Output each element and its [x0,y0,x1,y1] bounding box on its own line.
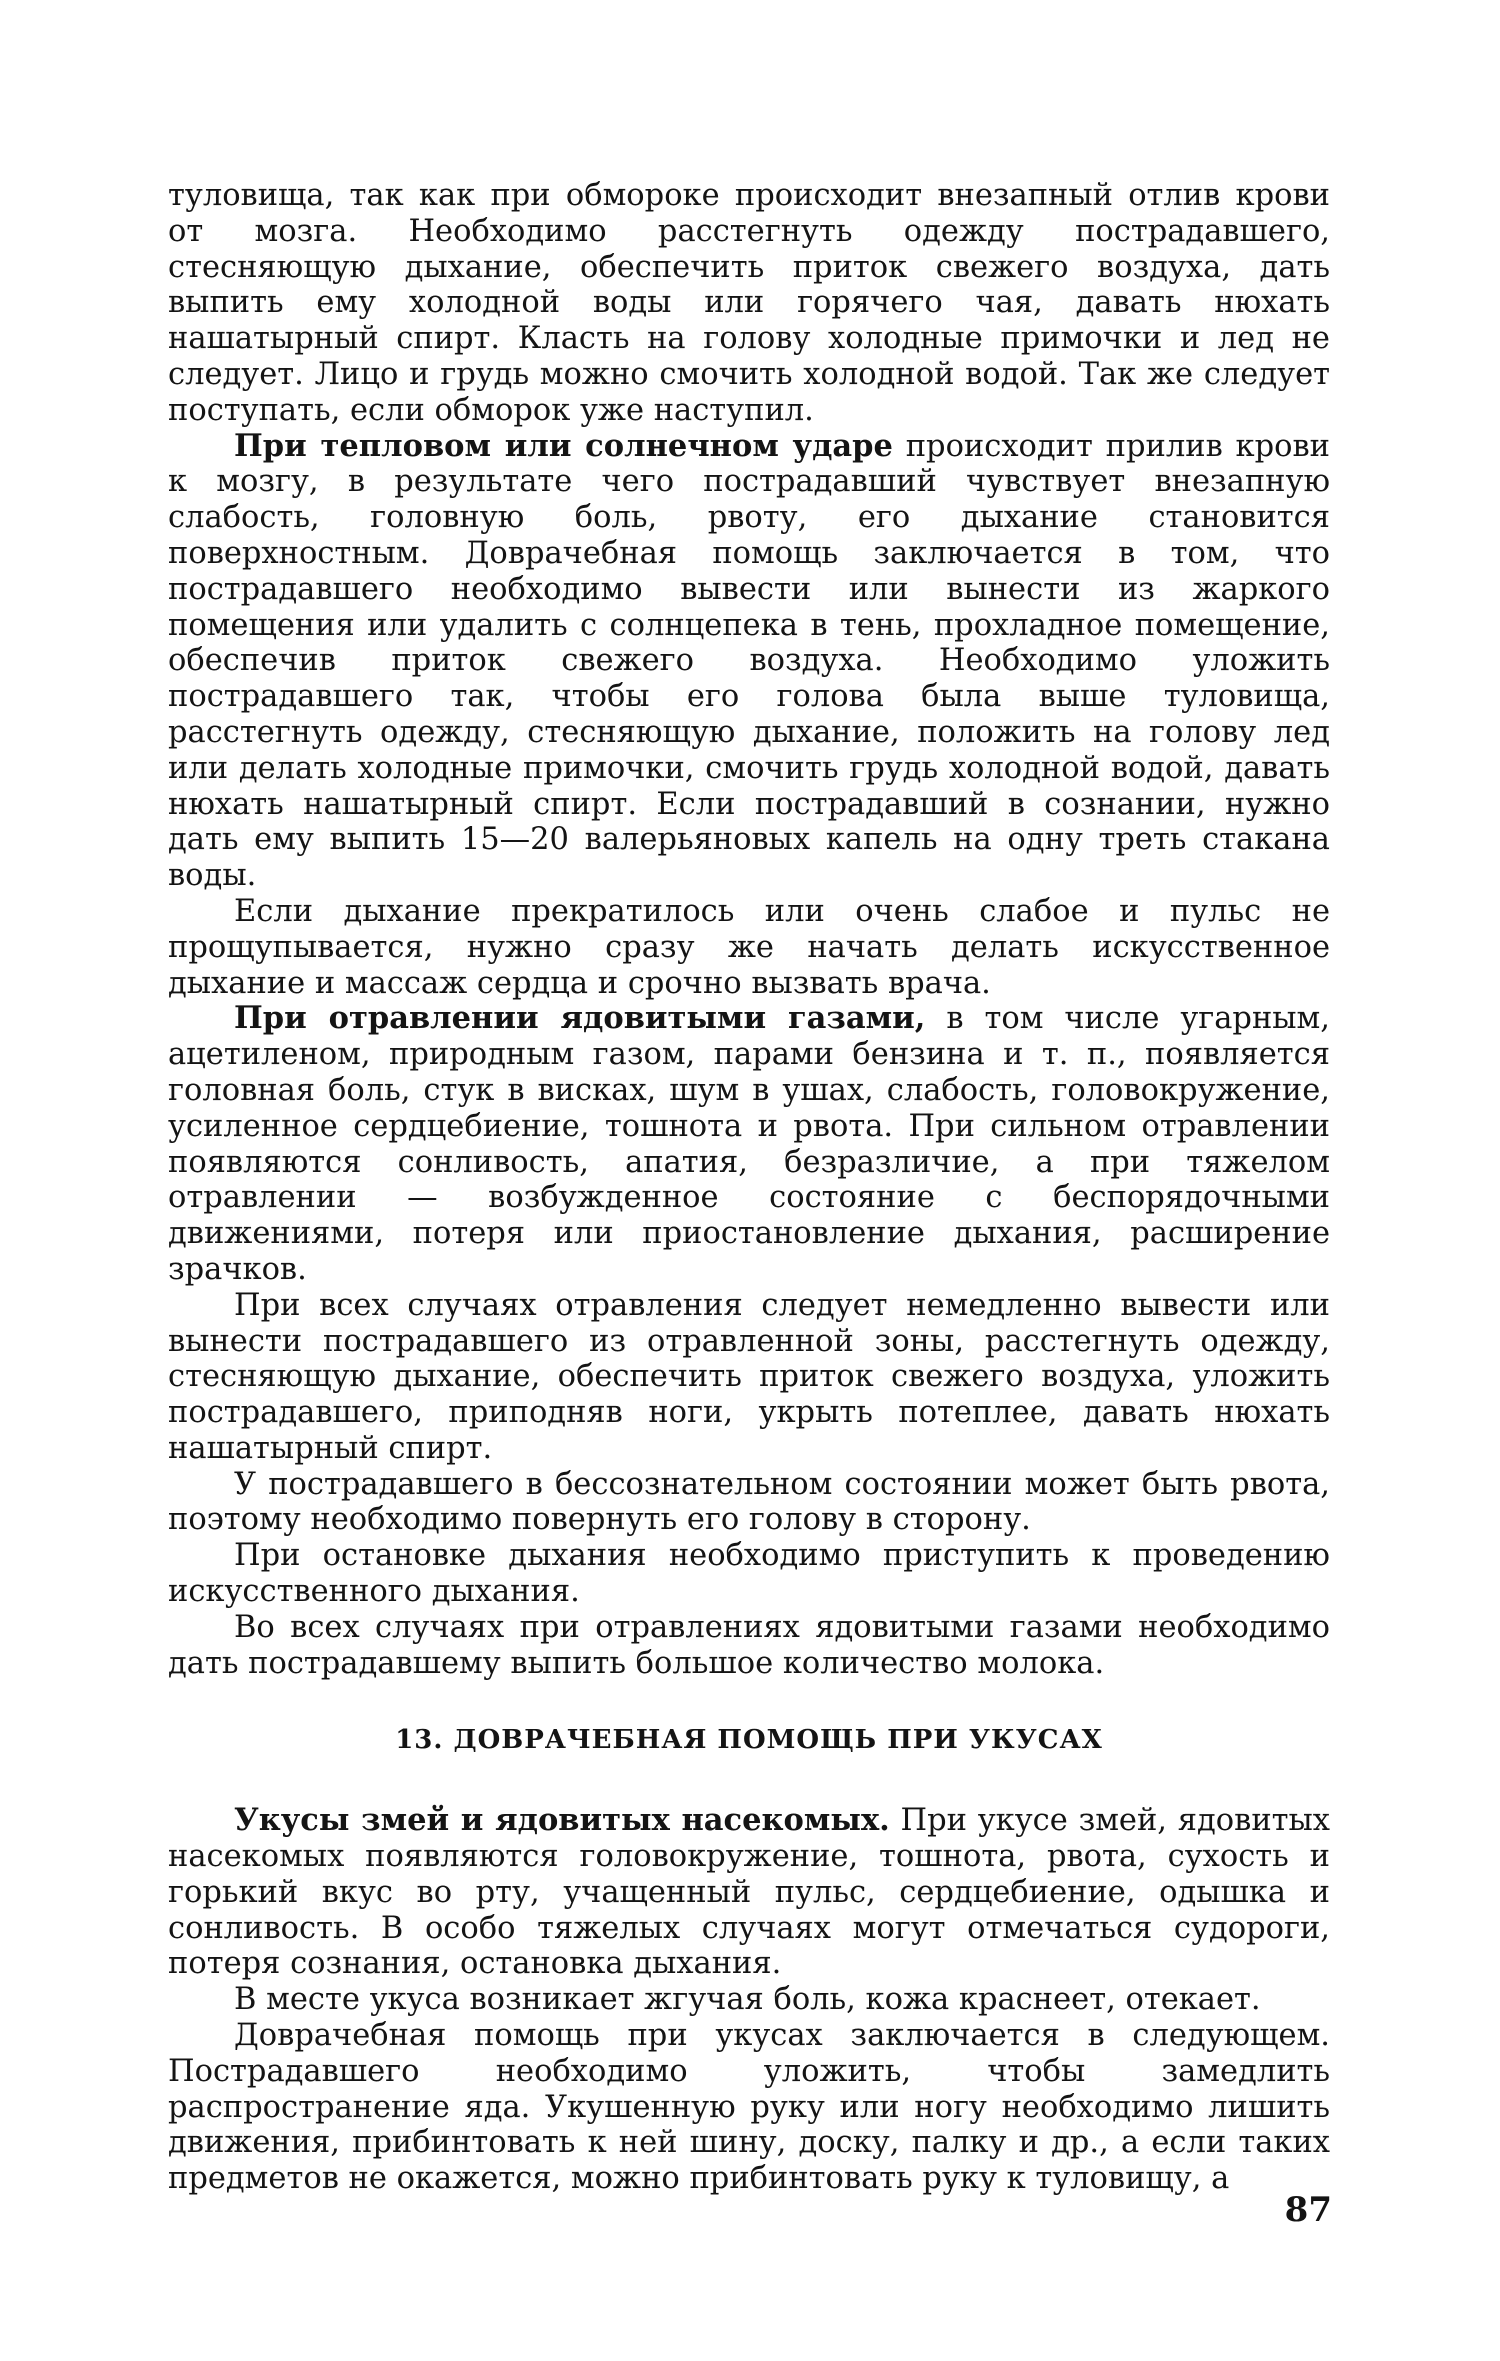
paragraph: Если дыхание прекратилось или очень слабое и пульс не прощупывается, нужно сразу же начать делать искусственное дыхание и массаж сердца и срочно вызвать врача. [168,893,1330,1001]
paragraph: Доврачебная помощь при укусах заключается в следующем. Пострадавшего необходимо уложить, чтобы замедлить распространение яда. Укушенную руку или ногу необходимо лишить движения, прибинтовать к ней шину, доску, палку и др., а если таких предметов не окажется, можно прибинтовать руку к туловищу, а [168,2018,1330,2197]
paragraph: У пострадавшего в бессознательном состоянии может быть рвота, поэтому необходимо повернуть его голову в сторону. [168,1466,1330,1538]
paragraph-lead: При отравлении ядовитыми газами, [234,1000,926,1037]
section-heading: 13. ДОВРАЧЕБНАЯ ПОМОЩЬ ПРИ УКУСАХ [395,1725,1103,1756]
paragraph: При тепловом или солнечном ударе происходит прилив крови к мозгу, в результате чего пострадавший чувствует внезапную слабость, головную боль, рвоту, его дыхание становится поверхностным. Доврачебная помощь заключается в том, что пострадавшего необходимо вывести или вынести из жаркого помещения или удалить с солнцепека в тень, прохладное помещение, обеспечив приток свежего воздуха. Необходимо уложить пострадавшего так, чтобы его голова была выше туловища, расстегнуть одежду, стесняющую дыхание, положить на голову лед или делать холодные примочки, смочить грудь холодной водой, давать нюхать нашатырный спирт. Если пострадавший в сознании, нужно дать ему выпить 15—20 валерьяновых капель на одну треть стакана воды. [168,427,1330,894]
paragraph: Во всех случаях при отравлениях ядовитыми газами необходимо дать пострадавшему выпить большое количество молока. [168,1609,1330,1681]
paragraph: Укусы змей и ядовитых насекомых. При укусе змей, ядовитых насекомых появляются головокружение, тошнота, рвота, сухость и горький вкус во рту, учащенный пульс, сердцебиение, одышка и сонливость. В особо тяжелых случаях могут отмечаться судороги, потеря сознания, остановка дыхания. [168,1802,1330,1982]
paragraph: туловища, так как при обмороке происходит внезапный отлив крови от мозга. Необходимо расстегнуть одежду пострадавшего, стесняющую дыхание, обеспечить приток свежего воздуха, дать выпить ему холодной воды или горячего чая, давать нюхать нашатырный спирт. Класть на голову холодные примочки и лед не следует. Лицо и грудь можно смочить холодной водой. Так же следует поступать, если обморок уже наступил. [168,178,1330,428]
paragraph: При остановке дыхания необходимо приступить к проведению искусственного дыхания. [168,1538,1330,1610]
paragraph: В месте укуса возникает жгучая боль, кожа краснеет, отекает. [234,1982,1261,2018]
paragraph: При отравлении ядовитыми газами, в том числе угарным, ацетиленом, природным газом, парами бензина и т. п., появляется головная боль, стук в висках, шум в ушах, слабость, головокружение, усиленное сердцебиение, тошнота и рвота. При сильном отравлении появляются сонливость, апатия, безразличие, а при тяжелом отравлении — возбужденное состояние с беспорядочными движениями, потеря или приостановление дыхания, расширение зрачков. [168,1000,1330,1287]
page-body [168,178,1330,2197]
paragraph: При всех случаях отравления следует немедленно вывести или вынести пострадавшего из отравленной зоны, расстегнуть одежду, стесняющую дыхание, обеспечить приток свежего воздуха, уложить пострадавшего, приподняв ноги, укрыть потеплее, давать нюхать нашатырный спирт. [168,1287,1330,1466]
paragraph-lead: При тепловом или солнечном ударе [234,427,893,464]
page-number: 87 [1284,2190,1332,2230]
paragraph-lead: Укусы змей и ядовитых насекомых. [234,1802,890,1839]
